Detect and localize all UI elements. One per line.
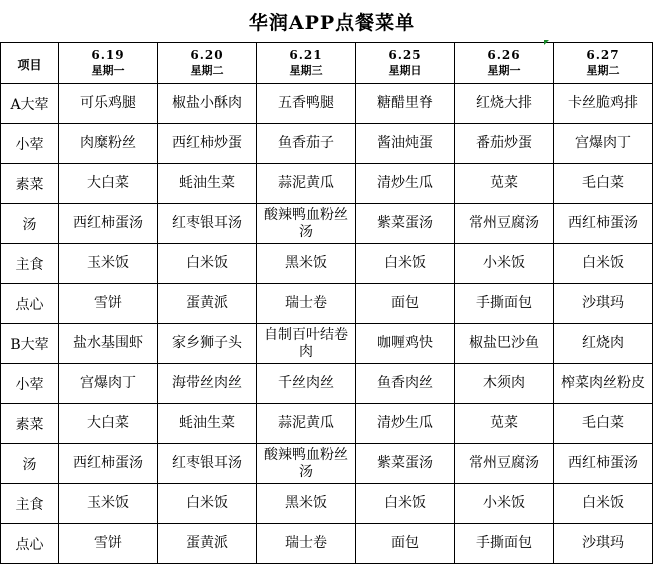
category-label: 点心 <box>15 296 44 313</box>
day-date: 6.27 <box>586 48 620 62</box>
dish-cell <box>59 444 158 484</box>
dish-name: 木须肉 <box>483 375 525 391</box>
dish-cell <box>455 364 554 404</box>
header-label: 项目 <box>17 57 42 72</box>
dish-name: 沙琪玛 <box>582 535 624 551</box>
menu-table-body <box>1 43 653 564</box>
dish-name: 自制百叶结卷肉 <box>264 326 348 360</box>
dish-name: 酸辣鸭血粉丝汤 <box>264 206 348 240</box>
dish-cell <box>356 124 455 164</box>
dish-cell <box>158 124 257 164</box>
menu-row <box>1 324 653 364</box>
day-date: 6.21 <box>289 48 323 62</box>
dish-name: 宫爆肉丁 <box>575 135 631 151</box>
dish-name: 雪饼 <box>94 535 122 551</box>
dish-name: 白米饭 <box>582 495 624 511</box>
dish-name: 蛋黄派 <box>186 295 228 311</box>
dish-name: 玉米饭 <box>87 255 129 271</box>
category-cell <box>1 204 59 244</box>
dish-name: 白米饭 <box>582 255 624 271</box>
day-weekday: 星期日 <box>388 64 422 77</box>
dish-name: 西红柿炒蛋 <box>172 135 242 151</box>
dish-name: 沙琪玛 <box>582 295 624 311</box>
dish-name: 手撕面包 <box>476 535 532 551</box>
dish-name: 宫爆肉丁 <box>80 375 136 391</box>
dish-cell <box>158 204 257 244</box>
menu-row <box>1 244 653 284</box>
dish-name: 毛白菜 <box>582 175 624 191</box>
dish-name: 西红柿蛋汤 <box>568 455 638 471</box>
category-label: 汤 <box>22 216 37 233</box>
dish-cell <box>554 364 653 404</box>
dish-name: 咖喱鸡快 <box>377 335 433 351</box>
menu-row <box>1 284 653 324</box>
dish-name: 清炒生瓜 <box>377 175 433 191</box>
dish-cell <box>554 84 653 124</box>
dish-cell <box>59 484 158 524</box>
dish-cell <box>257 284 356 324</box>
dish-cell <box>59 524 158 564</box>
dish-name: 面包 <box>391 295 419 311</box>
dish-name: 可乐鸡腿 <box>80 95 136 111</box>
dish-cell <box>554 284 653 324</box>
dish-name: 蒜泥黄瓜 <box>278 415 334 431</box>
dish-cell <box>59 84 158 124</box>
category-label: 小荤 <box>15 376 44 393</box>
dish-cell <box>356 204 455 244</box>
dish-cell <box>554 484 653 524</box>
dish-cell <box>554 444 653 484</box>
dish-cell <box>356 524 455 564</box>
dish-cell <box>455 204 554 244</box>
dish-cell <box>257 244 356 284</box>
header-day-cell <box>356 43 455 84</box>
dish-cell <box>257 204 356 244</box>
dish-name: 糖醋里脊 <box>377 95 433 111</box>
dish-name: 大白菜 <box>87 175 129 191</box>
dish-name: 紫菜蛋汤 <box>377 455 433 471</box>
category-cell <box>1 444 59 484</box>
dish-name: 常州豆腐汤 <box>469 455 539 471</box>
dish-name: 蚝油生菜 <box>179 415 235 431</box>
dish-name: 红枣银耳汤 <box>172 455 242 471</box>
dish-cell <box>158 364 257 404</box>
dish-cell <box>257 164 356 204</box>
category-label: B大荤 <box>10 336 49 353</box>
dish-name: 肉糜粉丝 <box>80 135 136 151</box>
dish-cell <box>356 84 455 124</box>
category-cell <box>1 124 59 164</box>
dish-cell <box>158 324 257 364</box>
category-cell <box>1 524 59 564</box>
header-day-cell <box>554 43 653 84</box>
dish-name: 白米饭 <box>186 255 228 271</box>
dish-name: 白米饭 <box>186 495 228 511</box>
dish-name: 红烧大排 <box>476 95 532 111</box>
dish-cell <box>554 164 653 204</box>
dish-cell <box>455 324 554 364</box>
dish-name: 椒盐巴沙鱼 <box>469 335 539 351</box>
category-label: 汤 <box>22 456 37 473</box>
dish-cell <box>455 404 554 444</box>
category-label: A大荤 <box>10 96 49 113</box>
dish-cell <box>455 84 554 124</box>
category-label: 小荤 <box>15 136 44 153</box>
dish-cell <box>554 324 653 364</box>
day-weekday: 星期三 <box>289 64 323 77</box>
category-label: 素菜 <box>15 416 44 433</box>
dish-cell <box>158 484 257 524</box>
category-label: 点心 <box>15 536 44 553</box>
header-day-cell <box>59 43 158 84</box>
category-cell <box>1 324 59 364</box>
category-cell <box>1 244 59 284</box>
header-row <box>1 43 653 84</box>
header-day-cell <box>257 43 356 84</box>
dish-name: 卡丝脆鸡排 <box>568 95 638 111</box>
dish-cell <box>59 324 158 364</box>
dish-cell <box>554 124 653 164</box>
dish-name: 小米饭 <box>483 495 525 511</box>
day-date: 6.26 <box>487 48 521 62</box>
menu-title: 华润APP点餐菜单 <box>248 11 416 34</box>
dish-cell <box>455 124 554 164</box>
day-weekday: 星期一 <box>487 64 521 77</box>
dish-cell <box>455 164 554 204</box>
header-day-cell <box>455 43 554 84</box>
menu-row <box>1 84 653 124</box>
category-cell <box>1 84 59 124</box>
dish-cell <box>158 84 257 124</box>
menu-row <box>1 124 653 164</box>
dish-cell <box>257 404 356 444</box>
dish-name: 常州豆腐汤 <box>469 215 539 231</box>
dish-name: 鱼香肉丝 <box>377 375 433 391</box>
dish-cell <box>356 364 455 404</box>
category-cell <box>1 364 59 404</box>
menu-table <box>0 42 653 564</box>
dish-cell <box>59 164 158 204</box>
dish-name: 蛋黄派 <box>186 535 228 551</box>
dish-cell <box>158 444 257 484</box>
dish-name: 黑米饭 <box>285 255 327 271</box>
dish-cell <box>158 284 257 324</box>
dish-name: 紫菜蛋汤 <box>377 215 433 231</box>
category-label: 主食 <box>15 496 44 513</box>
category-cell <box>1 404 59 444</box>
dish-cell <box>158 164 257 204</box>
dish-name: 手撕面包 <box>476 295 532 311</box>
dish-name: 瑞士卷 <box>285 535 327 551</box>
header-label-cell <box>1 43 59 84</box>
menu-row <box>1 444 653 484</box>
dish-name: 白米饭 <box>384 495 426 511</box>
dish-cell <box>257 324 356 364</box>
dish-name: 椒盐小酥肉 <box>172 95 242 111</box>
dish-cell <box>455 524 554 564</box>
dish-name: 西红柿蛋汤 <box>73 455 143 471</box>
dish-cell <box>356 284 455 324</box>
dish-cell <box>356 324 455 364</box>
day-date: 6.19 <box>91 48 125 62</box>
dish-name: 毛白菜 <box>582 415 624 431</box>
header-day-cell <box>158 43 257 84</box>
category-label: 素菜 <box>15 176 44 193</box>
cell-comment-marker <box>544 40 549 45</box>
dish-cell <box>455 284 554 324</box>
category-cell <box>1 284 59 324</box>
dish-name: 番茄炒蛋 <box>476 135 532 151</box>
dish-name: 红烧肉 <box>582 335 624 351</box>
dish-name: 海带丝肉丝 <box>172 375 242 391</box>
dish-cell <box>257 84 356 124</box>
dish-name: 盐水基围虾 <box>73 335 143 351</box>
dish-name: 雪饼 <box>94 295 122 311</box>
dish-name: 红枣银耳汤 <box>172 215 242 231</box>
dish-name: 鱼香茄子 <box>278 135 334 151</box>
dish-cell <box>59 124 158 164</box>
dish-cell <box>356 444 455 484</box>
dish-cell <box>158 404 257 444</box>
dish-cell <box>554 524 653 564</box>
day-weekday: 星期二 <box>190 64 224 77</box>
day-weekday: 星期一 <box>91 64 125 77</box>
dish-cell <box>554 244 653 284</box>
dish-name: 蒜泥黄瓜 <box>278 175 334 191</box>
day-weekday: 星期二 <box>586 64 620 77</box>
dish-name: 小米饭 <box>483 255 525 271</box>
dish-cell <box>455 484 554 524</box>
menu-row <box>1 524 653 564</box>
category-cell <box>1 164 59 204</box>
dish-name: 蚝油生菜 <box>179 175 235 191</box>
dish-cell <box>455 244 554 284</box>
dish-cell <box>59 364 158 404</box>
dish-cell <box>257 524 356 564</box>
dish-name: 西红柿蛋汤 <box>568 215 638 231</box>
dish-cell <box>356 484 455 524</box>
dish-cell <box>257 124 356 164</box>
dish-cell <box>158 244 257 284</box>
dish-cell <box>257 444 356 484</box>
category-label: 主食 <box>15 256 44 273</box>
dish-cell <box>455 444 554 484</box>
dish-cell <box>59 284 158 324</box>
dish-name: 家乡狮子头 <box>172 335 242 351</box>
dish-name: 大白菜 <box>87 415 129 431</box>
dish-cell <box>356 404 455 444</box>
dish-name: 酱油炖蛋 <box>377 135 433 151</box>
dish-name: 千丝肉丝 <box>278 375 334 391</box>
dish-cell <box>59 244 158 284</box>
dish-name: 五香鸭腿 <box>278 95 334 111</box>
dish-cell <box>356 244 455 284</box>
dish-name: 白米饭 <box>384 255 426 271</box>
dish-cell <box>59 204 158 244</box>
dish-name: 黑米饭 <box>285 495 327 511</box>
dish-cell <box>554 404 653 444</box>
dish-cell <box>158 524 257 564</box>
dish-name: 苋菜 <box>490 175 518 191</box>
dish-name: 酸辣鸭血粉丝汤 <box>264 446 348 480</box>
menu-row <box>1 484 653 524</box>
category-cell <box>1 484 59 524</box>
dish-name: 瑞士卷 <box>285 295 327 311</box>
day-date: 6.25 <box>388 48 422 62</box>
menu-row <box>1 204 653 244</box>
dish-cell <box>356 164 455 204</box>
dish-cell <box>59 404 158 444</box>
dish-name: 清炒生瓜 <box>377 415 433 431</box>
dish-name: 苋菜 <box>490 415 518 431</box>
dish-name: 玉米饭 <box>87 495 129 511</box>
dish-name: 西红柿蛋汤 <box>73 215 143 231</box>
dish-cell <box>257 364 356 404</box>
menu-row <box>1 364 653 404</box>
day-date: 6.20 <box>190 48 224 62</box>
dish-cell <box>257 484 356 524</box>
dish-name: 面包 <box>391 535 419 551</box>
menu-row <box>1 164 653 204</box>
menu-row <box>1 404 653 444</box>
dish-cell <box>554 204 653 244</box>
dish-name: 榨菜肉丝粉皮 <box>561 375 645 391</box>
